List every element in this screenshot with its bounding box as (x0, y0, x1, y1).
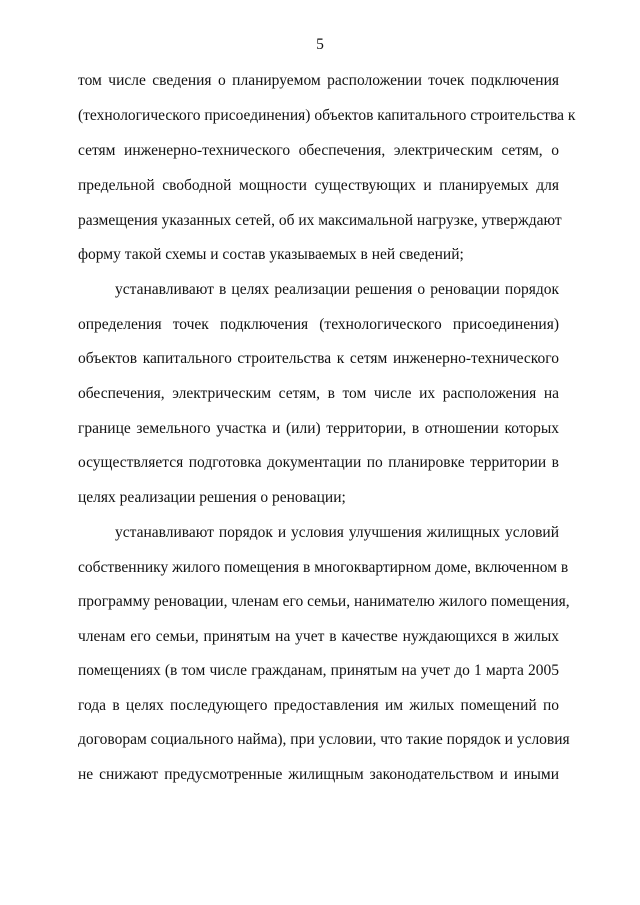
text-line: членам его семьи, принятым на учет в качестве нуждающихся в жилых (78, 628, 559, 645)
text-line: устанавливают в целях реализации решения о реновации порядок (115, 281, 559, 298)
text-line: обеспечения, электрическим сетям, в том числе их расположения на (78, 385, 559, 402)
text-line: года в целях последующего предоставления им жилых помещений по (78, 697, 559, 714)
text-line: предельной свободной мощности существующих и планируемых для (78, 177, 559, 194)
text-line: программу реновации, членам его семьи, нанимателю жилого помещения, (78, 593, 570, 610)
text-line: форму такой схемы и состав указываемых в ней сведений; (78, 246, 464, 263)
text-line: размещения указанных сетей, об их максимальной нагрузке, утверждают (78, 212, 562, 229)
text-line: том числе сведения о планируемом расположении точек подключения (78, 72, 559, 89)
text-line: (технологического присоединения) объектов капитального строительства к (78, 107, 576, 124)
text-line: границе земельного участка и (или) территории, в отношении которых (78, 420, 559, 437)
text-line: не снижают предусмотренные жилищным законодательством и иными (78, 766, 559, 783)
text-line: собственнику жилого помещения в многоквартирном доме, включенном в (78, 559, 569, 576)
text-line: устанавливают порядок и условия улучшения жилищных условий (115, 524, 559, 541)
text-line: помещениях (в том числе гражданам, принятым на учет до 1 марта 2005 (78, 662, 559, 679)
text-line: осуществляется подготовка документации по планировке территории в (78, 454, 559, 471)
page-number: 5 (316, 36, 324, 53)
text-line: определения точек подключения (технологического присоединения) (78, 316, 559, 333)
text-line: договорам социального найма), при условии, что такие порядок и условия (78, 731, 570, 748)
text-line: объектов капитального строительства к сетям инженерно-технического (78, 350, 559, 367)
text-line: сетям инженерно-технического обеспечения, электрическим сетям, о (78, 142, 559, 159)
text-line: целях реализации решения о реновации; (78, 489, 346, 506)
